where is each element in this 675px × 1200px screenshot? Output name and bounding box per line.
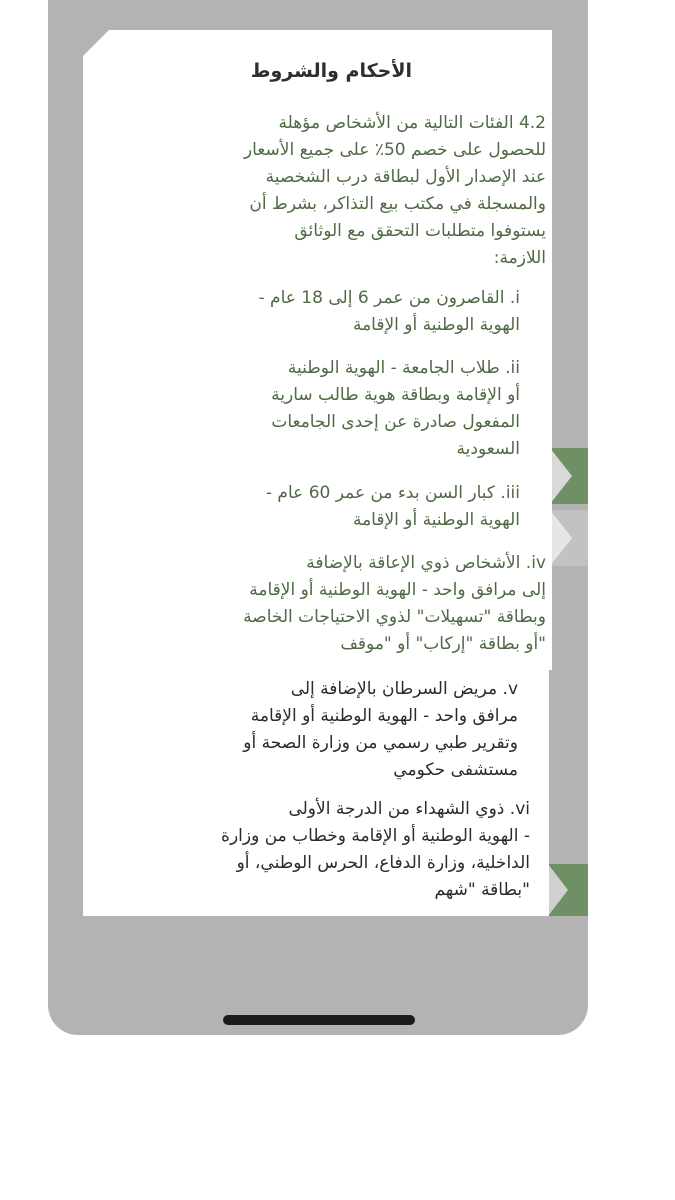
terms-item-iv: iv. الأشخاص ذوي الإعاقة بالإضافة إلى مرافق واحد - الهوية الوطنية أو الإقامة وبطاقة "تسهيلات" لذوي الاحتياجات الخاصة "أو بطاقة "إركاب" أو "موقف xyxy=(243,553,546,654)
terms-item-vi: vi. ذوي الشهداء من الدرجة الأولى - الهوية الوطنية أو الإقامة وخطاب من وزارة الداخلية، وزارة الدفاع، الحرس الوطني، أو "بطاقة "شهم xyxy=(221,799,530,900)
terms-item-v: v. مريض السرطان بالإضافة إلى مرافق واحد - الهوية الوطنية أو الإقامة وتقرير طبي رسمي من وزارة الصحة أو مستشفى حكومي xyxy=(243,679,518,780)
card-corner-cut xyxy=(83,30,109,56)
terms-item-iii: iii. كبار السن بدء من عمر 60 عام - الهوية الوطنية أو الإقامة xyxy=(265,483,520,530)
terms-item-i: i. القاصرون من عمر 6 إلى 18 عام - الهوية الوطنية أو الإقامة xyxy=(258,288,520,335)
chevron-left-icon xyxy=(550,448,572,504)
chevron-left-icon xyxy=(550,510,572,566)
page-title: الأحكام والشروط xyxy=(250,60,412,82)
terms-intro-paragraph: 4.2 الفئات التالية من الأشخاص مؤهلة للحصول على خصم 50٪ على جميع الأسعار عند الإصدار الأول لبطاقة درب الشخصية والمسجلة في مكتب بيع التذاكر، بشرط أن يستوفوا متطلبات التحقق مع الوثائق اللازمة: xyxy=(243,113,546,268)
home-indicator[interactable] xyxy=(223,1015,415,1025)
terms-item-ii: ii. طلاب الجامعة - الهوية الوطنية أو الإقامة وبطاقة هوية طالب سارية المفعول صادرة عن إحدى الجامعات السعودية xyxy=(271,358,520,459)
chevron-left-icon xyxy=(548,864,568,916)
